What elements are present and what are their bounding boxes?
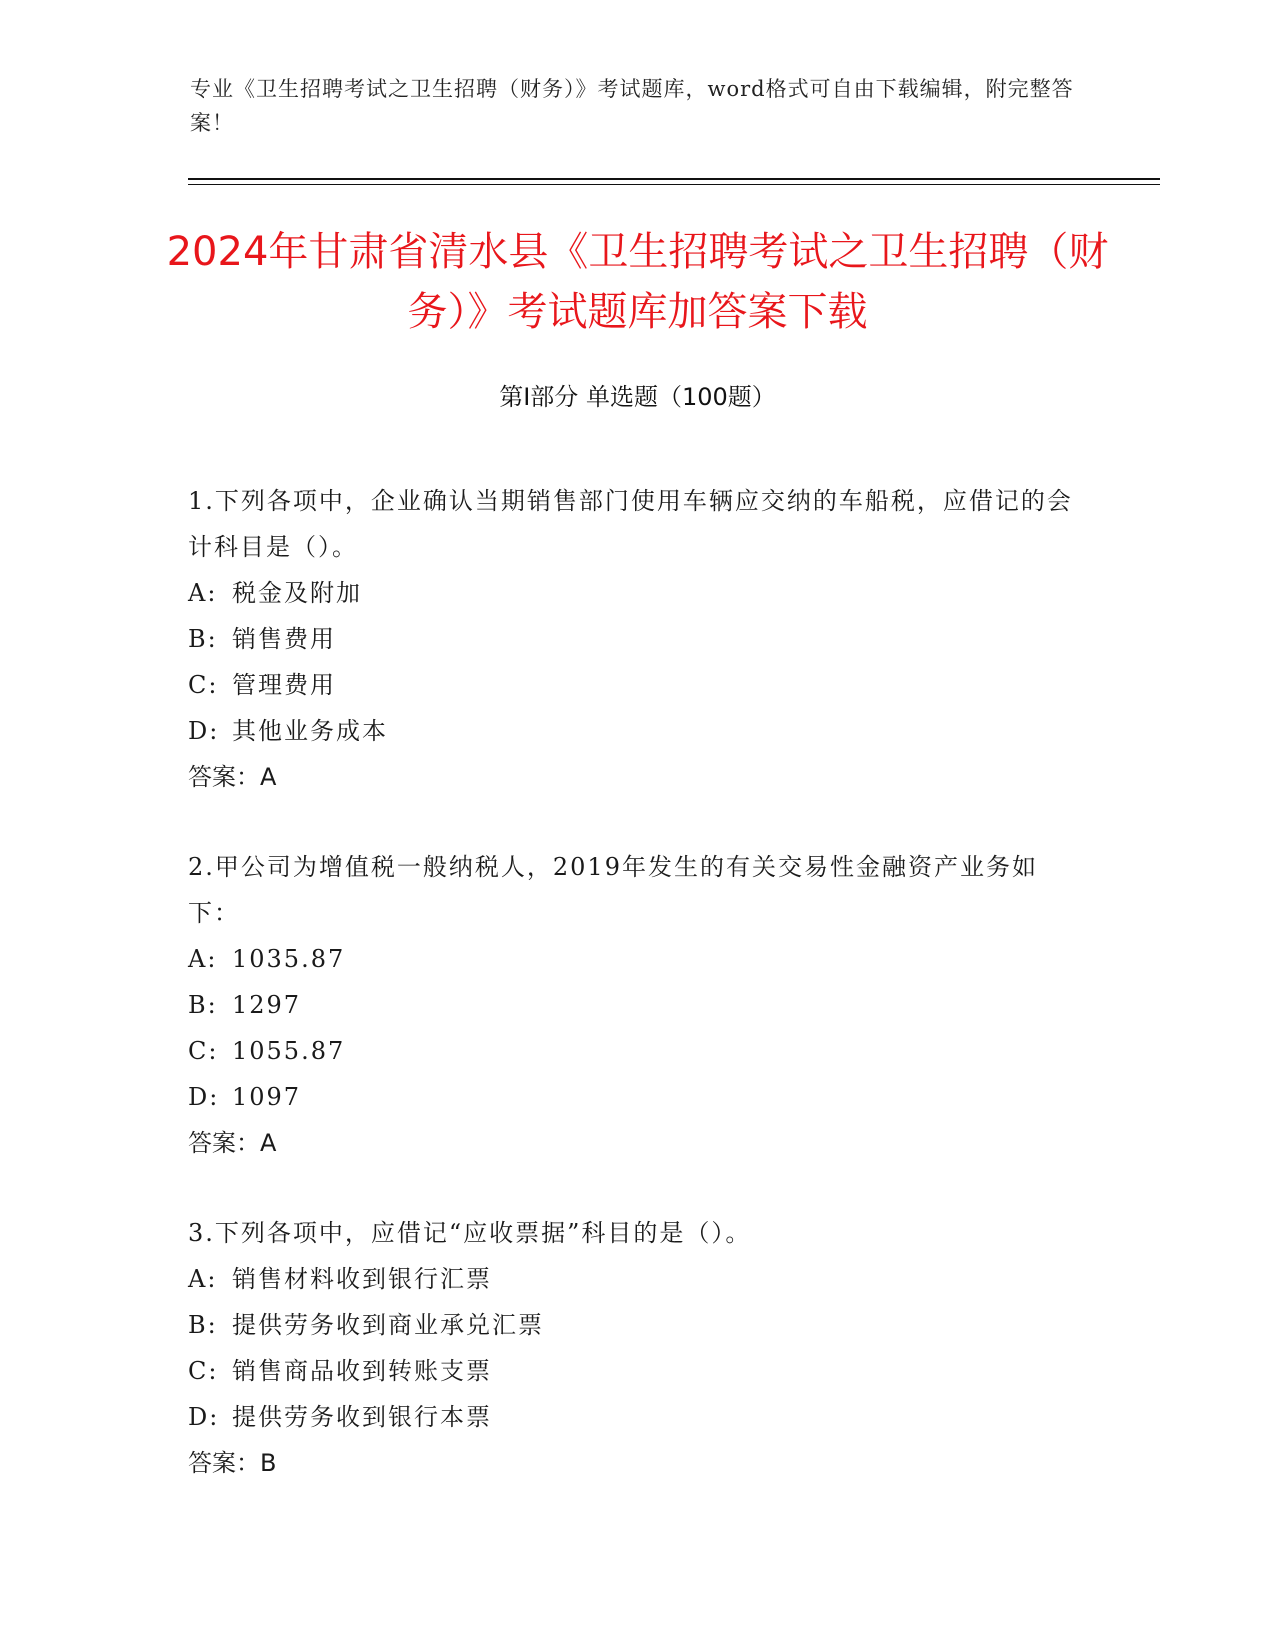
question-stem: 2.甲公司为增值税一般纳税人，2019年发生的有关交易性金融资产业务如下： xyxy=(188,853,1038,927)
option-text: 1097 xyxy=(232,1083,302,1111)
option-letter: D: xyxy=(188,717,220,745)
option-d xyxy=(188,1074,1088,1120)
option-letter: A: xyxy=(188,579,218,607)
header-divider-thick xyxy=(188,178,1160,180)
option-text: 提供劳务收到商业承兑汇票 xyxy=(232,1311,544,1339)
option-d xyxy=(188,1394,1088,1440)
option-letter: A: xyxy=(188,1265,218,1293)
header-note: 专业《卫生招聘考试之卫生招聘（财务）》考试题库，word格式可自由下载编辑，附完整答案！ xyxy=(190,77,1074,135)
answer: 答案：A xyxy=(188,1129,277,1157)
option-text: 其他业务成本 xyxy=(232,717,388,745)
option-letter: C: xyxy=(188,1357,219,1385)
option-a xyxy=(188,1256,1088,1302)
option-text: 1055.87 xyxy=(232,1037,346,1065)
option-letter: A: xyxy=(188,945,218,973)
document-title: 2024年甘肃省清水县《卫生招聘考试之卫生招聘（财务）》考试题库加答案下载 xyxy=(166,229,1109,335)
option-text: 销售商品收到转账支票 xyxy=(232,1357,492,1385)
option-c xyxy=(188,662,1088,708)
option-b xyxy=(188,982,1088,1028)
option-b xyxy=(188,1302,1088,1348)
header-divider-thin xyxy=(188,184,1160,185)
option-text: 管理费用 xyxy=(232,671,336,699)
question-2 xyxy=(188,844,1088,1166)
question-list xyxy=(188,478,1088,1530)
option-b xyxy=(188,616,1088,662)
option-text: 销售费用 xyxy=(232,625,336,653)
option-text: 1035.87 xyxy=(232,945,346,973)
option-text: 税金及附加 xyxy=(232,579,362,607)
option-a xyxy=(188,570,1088,616)
section-heading: 第Ⅰ部分 单选题（100题） xyxy=(499,383,776,411)
option-c xyxy=(188,1348,1088,1394)
question-stem: 1.下列各项中，企业确认当期销售部门使用车辆应交纳的车船税，应借记的会计科目是（）。 xyxy=(188,487,1073,561)
question-stem: 3.下列各项中，应借记“应收票据”科目的是（）。 xyxy=(188,1219,752,1247)
option-letter: B: xyxy=(188,625,218,653)
option-d xyxy=(188,708,1088,754)
option-letter: C: xyxy=(188,671,219,699)
option-letter: D: xyxy=(188,1403,220,1431)
option-letter: B: xyxy=(188,1311,218,1339)
option-text: 提供劳务收到银行本票 xyxy=(232,1403,492,1431)
question-3 xyxy=(188,1210,1088,1486)
option-letter: B: xyxy=(188,991,218,1019)
answer: 答案：B xyxy=(188,1449,277,1477)
option-c xyxy=(188,1028,1088,1074)
option-text: 1297 xyxy=(232,991,302,1019)
option-text: 销售材料收到银行汇票 xyxy=(232,1265,492,1293)
option-letter: C: xyxy=(188,1037,219,1065)
option-letter: D: xyxy=(188,1083,220,1111)
answer: 答案：A xyxy=(188,763,277,791)
question-1 xyxy=(188,478,1088,800)
option-a xyxy=(188,936,1088,982)
